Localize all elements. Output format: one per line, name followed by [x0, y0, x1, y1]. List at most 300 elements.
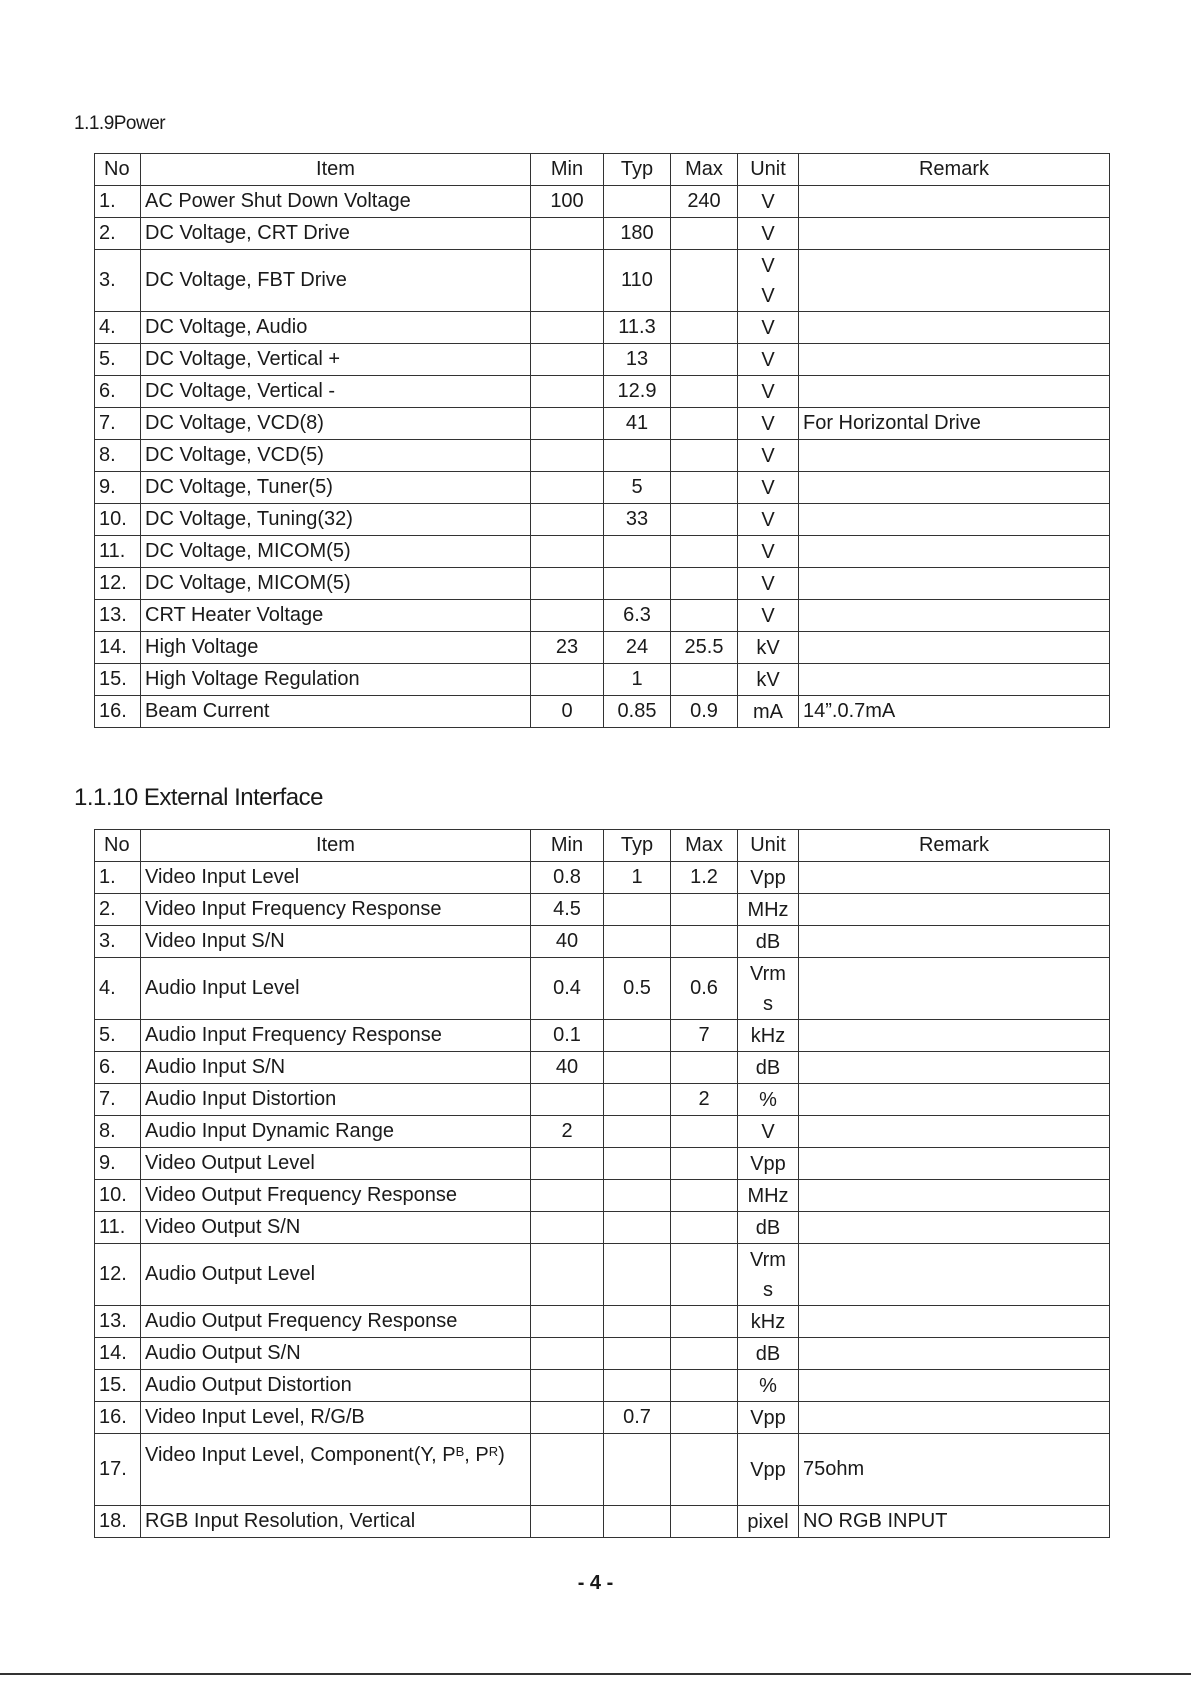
row-max	[671, 894, 738, 926]
row-unit	[738, 1434, 799, 1506]
row-item	[141, 696, 531, 728]
row-item	[141, 1244, 531, 1306]
unit-line: s	[763, 992, 773, 1015]
row-remark	[799, 344, 1110, 376]
item-text: DC Voltage, MICOM(5)	[145, 572, 351, 594]
row-unit	[738, 600, 799, 632]
row-typ: 12.9	[604, 376, 671, 408]
row-max	[671, 926, 738, 958]
row-remark	[799, 1338, 1110, 1370]
row-item	[141, 218, 531, 250]
header-remark: Remark	[799, 154, 1110, 186]
row-typ	[604, 536, 671, 568]
row-item	[141, 1402, 531, 1434]
table-row	[95, 1244, 1110, 1306]
unit-line: kV	[756, 636, 780, 659]
header-no: No	[95, 830, 141, 862]
table-row	[95, 312, 1110, 344]
row-min	[531, 504, 604, 536]
row-remark	[799, 926, 1110, 958]
unit-line: V	[761, 1120, 775, 1143]
row-remark	[799, 1148, 1110, 1180]
row-item	[141, 862, 531, 894]
row-item	[141, 926, 531, 958]
row-typ	[604, 568, 671, 600]
header-unit: Unit	[738, 830, 799, 862]
row-number: 11.	[95, 1212, 141, 1244]
row-item	[141, 1506, 531, 1538]
row-remark	[799, 1212, 1110, 1244]
row-min	[531, 1506, 604, 1538]
item-text: DC Voltage, Tuning(32)	[145, 508, 353, 530]
table-row	[95, 1212, 1110, 1244]
unit-line: V	[761, 572, 775, 595]
row-unit	[738, 440, 799, 472]
table-row	[95, 440, 1110, 472]
row-remark	[799, 632, 1110, 664]
table-row	[95, 1434, 1110, 1506]
row-item	[141, 376, 531, 408]
table-row	[95, 568, 1110, 600]
table-row	[95, 218, 1110, 250]
row-max	[671, 1212, 738, 1244]
row-remark	[799, 1402, 1110, 1434]
unit-line: V	[761, 380, 775, 403]
row-unit	[738, 186, 799, 218]
row-remark	[799, 600, 1110, 632]
row-number: 4.	[95, 958, 141, 1020]
row-max	[671, 600, 738, 632]
row-min	[531, 1402, 604, 1434]
row-min	[531, 408, 604, 440]
table-header-row	[95, 830, 1110, 862]
row-typ: 0.85	[604, 696, 671, 728]
row-unit	[738, 1370, 799, 1402]
row-max: 0.9	[671, 696, 738, 728]
row-min: 100	[531, 186, 604, 218]
item-text: Video Output Frequency Response	[145, 1184, 458, 1206]
row-max	[671, 472, 738, 504]
row-remark	[799, 894, 1110, 926]
unit-line: V	[761, 284, 775, 307]
unit-line: dB	[755, 1342, 781, 1365]
row-remark	[799, 1020, 1110, 1052]
item-text: Beam Current	[145, 700, 270, 722]
row-unit	[738, 250, 799, 312]
row-min	[531, 1306, 604, 1338]
row-unit	[738, 376, 799, 408]
row-max	[671, 536, 738, 568]
header-remark: Remark	[799, 830, 1110, 862]
row-unit	[738, 926, 799, 958]
row-max	[671, 664, 738, 696]
power-spec-table	[94, 153, 1110, 728]
row-min: 23	[531, 632, 604, 664]
row-item	[141, 312, 531, 344]
row-typ: 24	[604, 632, 671, 664]
header-min: Min	[531, 154, 604, 186]
table-row	[95, 926, 1110, 958]
row-min: 40	[531, 1052, 604, 1084]
row-number: 13.	[95, 1306, 141, 1338]
row-unit	[738, 1212, 799, 1244]
row-max: 1.2	[671, 862, 738, 894]
table-header-row	[95, 154, 1110, 186]
row-min	[531, 568, 604, 600]
header-no: No	[95, 154, 141, 186]
row-max: 2	[671, 1084, 738, 1116]
header-unit: Unit	[738, 154, 799, 186]
unit-line: V	[761, 348, 775, 371]
row-max: 25.5	[671, 632, 738, 664]
row-remark	[799, 568, 1110, 600]
header-item: Item	[141, 154, 531, 186]
row-number: 10.	[95, 1180, 141, 1212]
row-unit	[738, 1402, 799, 1434]
row-typ: 13	[604, 344, 671, 376]
item-text: Audio Input S/N	[145, 1056, 286, 1078]
row-max	[671, 1116, 738, 1148]
row-min: 40	[531, 926, 604, 958]
row-max	[671, 1370, 738, 1402]
row-max	[671, 1148, 738, 1180]
row-item	[141, 250, 531, 312]
row-number: 18.	[95, 1506, 141, 1538]
unit-line: Vpp	[750, 866, 786, 889]
row-unit	[738, 1306, 799, 1338]
row-number: 13.	[95, 600, 141, 632]
row-typ: 180	[604, 218, 671, 250]
row-min	[531, 472, 604, 504]
header-max: Max	[671, 154, 738, 186]
row-remark	[799, 1116, 1110, 1148]
row-remark: For Horizontal Drive	[799, 408, 1110, 440]
row-number: 16.	[95, 1402, 141, 1434]
unit-line: Vrm	[750, 1248, 786, 1271]
row-number: 9.	[95, 1148, 141, 1180]
row-remark	[799, 958, 1110, 1020]
unit-line: V	[761, 254, 775, 277]
row-number: 11.	[95, 536, 141, 568]
row-item	[141, 1370, 531, 1402]
row-remark	[799, 1306, 1110, 1338]
row-typ: 0.5	[604, 958, 671, 1020]
row-min: 0.4	[531, 958, 604, 1020]
row-typ	[604, 1052, 671, 1084]
item-text: DC Voltage, MICOM(5)	[145, 540, 351, 562]
row-min	[531, 218, 604, 250]
row-max	[671, 408, 738, 440]
table-row	[95, 894, 1110, 926]
row-max: 7	[671, 1020, 738, 1052]
row-item	[141, 440, 531, 472]
row-min	[531, 1434, 604, 1506]
row-remark: 14”.0.7mA	[799, 696, 1110, 728]
row-typ: 33	[604, 504, 671, 536]
item-text: High Voltage Regulation	[145, 668, 360, 690]
table-row	[95, 536, 1110, 568]
row-min	[531, 440, 604, 472]
page-number: - 4 -	[577, 1572, 614, 1594]
row-item	[141, 472, 531, 504]
item-text: Video Input Level, R/G/B	[145, 1406, 365, 1428]
unit-line: kHz	[750, 1024, 786, 1047]
unit-line: kHz	[750, 1310, 786, 1333]
row-remark	[799, 1084, 1110, 1116]
row-typ	[604, 926, 671, 958]
header-max: Max	[671, 830, 738, 862]
row-remark	[799, 186, 1110, 218]
table-row	[95, 1402, 1110, 1434]
row-item	[141, 1180, 531, 1212]
item-text: Video Input Frequency Response	[145, 898, 442, 920]
table-row	[95, 1020, 1110, 1052]
row-number: 6.	[95, 376, 141, 408]
row-number: 2.	[95, 894, 141, 926]
row-typ	[604, 1370, 671, 1402]
row-item	[141, 408, 531, 440]
footer-divider	[0, 1673, 1191, 1675]
row-unit	[738, 1084, 799, 1116]
header-item: Item	[141, 830, 531, 862]
row-number: 14.	[95, 632, 141, 664]
table-row	[95, 250, 1110, 312]
row-number: 14.	[95, 1338, 141, 1370]
row-unit	[738, 696, 799, 728]
unit-line: V	[761, 508, 775, 531]
item-text: Audio Output Frequency Response	[145, 1310, 458, 1332]
row-number: 9.	[95, 472, 141, 504]
row-min	[531, 344, 604, 376]
item-text: DC Voltage, Vertical +	[145, 348, 341, 370]
row-item	[141, 344, 531, 376]
row-unit	[738, 894, 799, 926]
unit-line: MHz	[747, 898, 789, 921]
row-min	[531, 376, 604, 408]
item-text: Video Output Level	[145, 1152, 315, 1174]
row-number: 5.	[95, 344, 141, 376]
table-row	[95, 1338, 1110, 1370]
row-remark	[799, 376, 1110, 408]
unit-line: mA	[753, 700, 783, 723]
table-row	[95, 1148, 1110, 1180]
row-max	[671, 218, 738, 250]
row-item	[141, 632, 531, 664]
row-unit	[738, 1116, 799, 1148]
row-unit	[738, 1338, 799, 1370]
table-row	[95, 1306, 1110, 1338]
item-text: DC Voltage, CRT Drive	[145, 222, 350, 244]
row-remark	[799, 218, 1110, 250]
row-remark	[799, 1244, 1110, 1306]
row-min: 0.8	[531, 862, 604, 894]
unit-line: pixel	[747, 1510, 789, 1533]
row-typ: 41	[604, 408, 671, 440]
row-remark: 75ohm	[799, 1434, 1110, 1506]
row-typ	[604, 1244, 671, 1306]
row-remark	[799, 250, 1110, 312]
row-typ	[604, 1338, 671, 1370]
unit-line: V	[761, 412, 775, 435]
row-typ: 0.7	[604, 1402, 671, 1434]
item-text: Audio Input Level	[145, 977, 300, 999]
row-min	[531, 312, 604, 344]
row-max	[671, 1244, 738, 1306]
item-text-end: )	[498, 1444, 505, 1466]
row-item	[141, 186, 531, 218]
row-item	[141, 1020, 531, 1052]
row-min: 0	[531, 696, 604, 728]
unit-line: dB	[755, 1216, 781, 1239]
table-row	[95, 1506, 1110, 1538]
row-item	[141, 1148, 531, 1180]
row-item	[141, 568, 531, 600]
header-typ: Typ	[604, 830, 671, 862]
row-unit	[738, 632, 799, 664]
row-max	[671, 1180, 738, 1212]
row-remark	[799, 862, 1110, 894]
unit-line: V	[761, 316, 775, 339]
item-text: DC Voltage, Audio	[145, 316, 308, 338]
row-remark	[799, 1180, 1110, 1212]
row-min	[531, 1148, 604, 1180]
row-max	[671, 376, 738, 408]
item-text: Video Input S/N	[145, 930, 285, 952]
row-min: 4.5	[531, 894, 604, 926]
row-typ	[604, 1180, 671, 1212]
section-title-external-interface: 1.1.10 External Interface	[74, 784, 323, 811]
row-number: 4.	[95, 312, 141, 344]
row-min	[531, 664, 604, 696]
row-remark: NO RGB INPUT	[799, 1506, 1110, 1538]
unit-line: dB	[755, 1056, 781, 1079]
row-typ	[604, 1148, 671, 1180]
table-row	[95, 1084, 1110, 1116]
item-text: Audio Output S/N	[145, 1342, 301, 1364]
row-min	[531, 1180, 604, 1212]
table-row	[95, 1052, 1110, 1084]
row-unit	[738, 536, 799, 568]
row-typ: 1	[604, 664, 671, 696]
row-max	[671, 1306, 738, 1338]
item-text: DC Voltage, Tuner(5)	[145, 476, 333, 498]
unit-line: V	[761, 222, 775, 245]
row-item	[141, 664, 531, 696]
row-number: 10.	[95, 504, 141, 536]
row-item	[141, 958, 531, 1020]
row-item	[141, 1116, 531, 1148]
table-row	[95, 1180, 1110, 1212]
unit-line: Vpp	[750, 1458, 786, 1481]
row-number: 17.	[95, 1434, 141, 1506]
row-max	[671, 568, 738, 600]
row-min	[531, 536, 604, 568]
row-max	[671, 312, 738, 344]
row-max: 240	[671, 186, 738, 218]
table-row	[95, 696, 1110, 728]
row-unit	[738, 862, 799, 894]
table-row	[95, 1116, 1110, 1148]
row-unit	[738, 504, 799, 536]
row-unit	[738, 1052, 799, 1084]
unit-line: V	[761, 444, 775, 467]
item-text: Audio Input Distortion	[145, 1088, 337, 1110]
table-row	[95, 472, 1110, 504]
unit-line: %	[759, 1374, 777, 1397]
section-title-power: 1.1.9Power	[74, 113, 166, 134]
row-max	[671, 504, 738, 536]
item-text: Video Input Level, Component(Y, P	[145, 1444, 456, 1466]
row-item	[141, 1084, 531, 1116]
row-number: 1.	[95, 186, 141, 218]
row-item	[141, 1306, 531, 1338]
row-unit	[738, 408, 799, 440]
row-unit	[738, 312, 799, 344]
row-remark	[799, 440, 1110, 472]
row-max	[671, 440, 738, 472]
row-number: 7.	[95, 408, 141, 440]
row-item	[141, 894, 531, 926]
row-number: 12.	[95, 1244, 141, 1306]
row-max	[671, 344, 738, 376]
item-text: CRT Heater Voltage	[145, 604, 324, 626]
row-min	[531, 600, 604, 632]
row-typ	[604, 1506, 671, 1538]
table-row	[95, 408, 1110, 440]
unit-line: kV	[756, 668, 780, 691]
row-number: 15.	[95, 1370, 141, 1402]
unit-line: V	[761, 190, 775, 213]
row-remark	[799, 1370, 1110, 1402]
row-item	[141, 1338, 531, 1370]
table-row	[95, 1370, 1110, 1402]
table-row	[95, 600, 1110, 632]
item-text: Audio Output Distortion	[145, 1374, 352, 1396]
unit-line: V	[761, 476, 775, 499]
row-number: 6.	[95, 1052, 141, 1084]
row-number: 8.	[95, 1116, 141, 1148]
row-number: 3.	[95, 926, 141, 958]
row-number: 5.	[95, 1020, 141, 1052]
row-item	[141, 600, 531, 632]
row-max	[671, 1402, 738, 1434]
row-typ	[604, 1116, 671, 1148]
row-item	[141, 1052, 531, 1084]
row-min	[531, 1084, 604, 1116]
row-remark	[799, 536, 1110, 568]
row-number: 16.	[95, 696, 141, 728]
row-typ	[604, 1212, 671, 1244]
row-number: 2.	[95, 218, 141, 250]
row-item	[141, 536, 531, 568]
unit-line: s	[763, 1278, 773, 1301]
item-text: Video Input Level	[145, 866, 300, 888]
table-row	[95, 186, 1110, 218]
row-typ	[604, 894, 671, 926]
item-text: AC Power Shut Down Voltage	[145, 190, 411, 212]
item-text: Audio Input Dynamic Range	[145, 1120, 395, 1142]
header-typ: Typ	[604, 154, 671, 186]
row-typ: 11.3	[604, 312, 671, 344]
row-remark	[799, 504, 1110, 536]
row-max	[671, 1506, 738, 1538]
unit-line: Vrm	[750, 962, 786, 985]
unit-line: V	[761, 604, 775, 627]
row-min	[531, 1338, 604, 1370]
row-typ	[604, 1306, 671, 1338]
row-unit	[738, 958, 799, 1020]
row-number: 1.	[95, 862, 141, 894]
